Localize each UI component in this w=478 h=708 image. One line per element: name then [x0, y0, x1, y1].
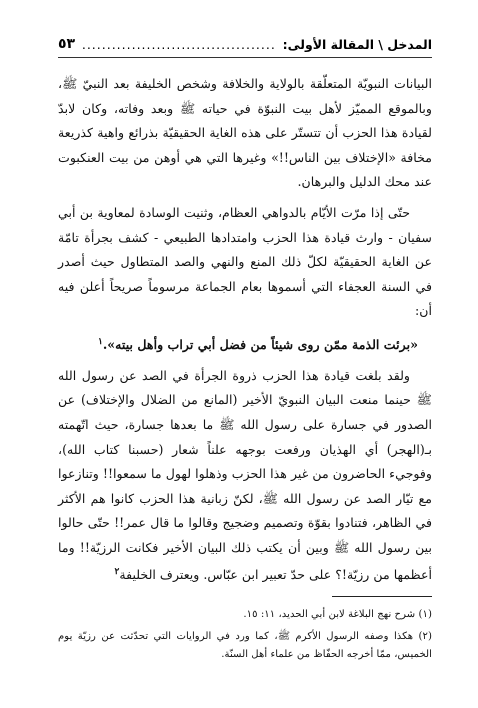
footnote-1 — [58, 606, 432, 624]
chapter-title: المدخل \ المقالة الأولى: — [282, 36, 432, 52]
paragraph-3-text: ولقد بلغت قيادة هذا الحزب ذروة الجرأة في الصد عن رسول الله ﷺ حينما منعت البيان النبويّ الأخير (المانع من الضلال والإختلاف) عن الصدور في جسارة على رسول الله ﷺ ما بعدها جسارة، حيث اتّهمته بـ(الهجر) أي الهذيان ورفعت بوجهه علناً شعار (حسبنا كتاب الله)، وفوجيء الحاضرون من غير هذا الحزب وذهلوا لهول ما سمعوا!! وتنازعوا مع تيّار الصد عن رسول الله ﷺ، لكنّ زبانية هذا الحزب كانوا هم الأكثر في الظاهر، فتنادوا بقوّة وتصميم وضجيج وقالوا ما قال عمر!! حتّى حالوا بين رسول الله ﷺ وبين أن يكتب ذلك البيان الأخير فكانت الرزيّة!! وما أعظمها من رزيّة!؟ على حدّ تعبير ابن عبّاس. ويعترف الخليفة — [58, 367, 432, 583]
footnote-rule — [332, 596, 432, 597]
paragraph-1: البيانات النبويّة المتعلّقة بالولاية والخلافة وشخص الخليفة بعد النبيّ ﷺ، وبالموقع المميّز لأهل بيت النبوّة في حياته ﷺ وبعد وفاته، وكان لابدّ لقيادة هذا الحزب أن تتستّر على هذه الغاية الحقيقيّة بذرائع واهية كذريعة مخافة «الإختلاف بين الناس!!» وغيرها التي هي أوهن من بيت العنكبوت عند محك الدليل والبرهان. — [58, 76, 432, 190]
footnote-ref-1[interactable]: ١ — [98, 336, 103, 347]
footnotes — [58, 606, 432, 668]
main-text — [58, 72, 432, 594]
footnote-2-number: (٢) — [418, 631, 432, 642]
quote-text: «برئت الذمة ممّن روى شيئاً من فضل أبي تراب وأهل بيته». — [102, 337, 418, 353]
header-rule — [58, 57, 432, 58]
footnote-1-number: (١) — [418, 609, 432, 620]
paragraph-2: حتّى إذا مرّت الأيّام بالدواهي العظام، وثنيت الوسادة لمعاوية بن أبي سفيان - وارث قيادة هذا الحزب وامتدادها الطبيعي - كشف بجرأة تامّة عن الغاية الحقيقيّة لكلّ ذلك المنع والنهي والصد المتطاول حيث أصدر في السنة العجفاء التي أسموها بعام الجماعة مرسوماً صريحاً أعلن فيه أن: — [58, 204, 432, 319]
footnote-2-text: هكذا وصفه الرسول الأكرم ﷺ، كما ورد في الروايات التي تحدّثت عن رزيّة يوم الخميس، ممّا أخرجه الحفّاظ من علماء أهل السنّة. — [58, 631, 432, 660]
footnote-1-text: شرح نهج البلاغة لابن أبي الحديد، ١١: ١٥. — [243, 609, 416, 620]
leader-dots: ....................................... — [81, 36, 276, 52]
paragraph-3 — [58, 364, 432, 589]
running-header — [58, 34, 432, 54]
page-number: ٥٣ — [58, 36, 76, 52]
footnote-2 — [58, 628, 432, 664]
quoted-decree — [58, 330, 432, 358]
footnote-ref-2[interactable]: ٢ — [114, 567, 120, 578]
